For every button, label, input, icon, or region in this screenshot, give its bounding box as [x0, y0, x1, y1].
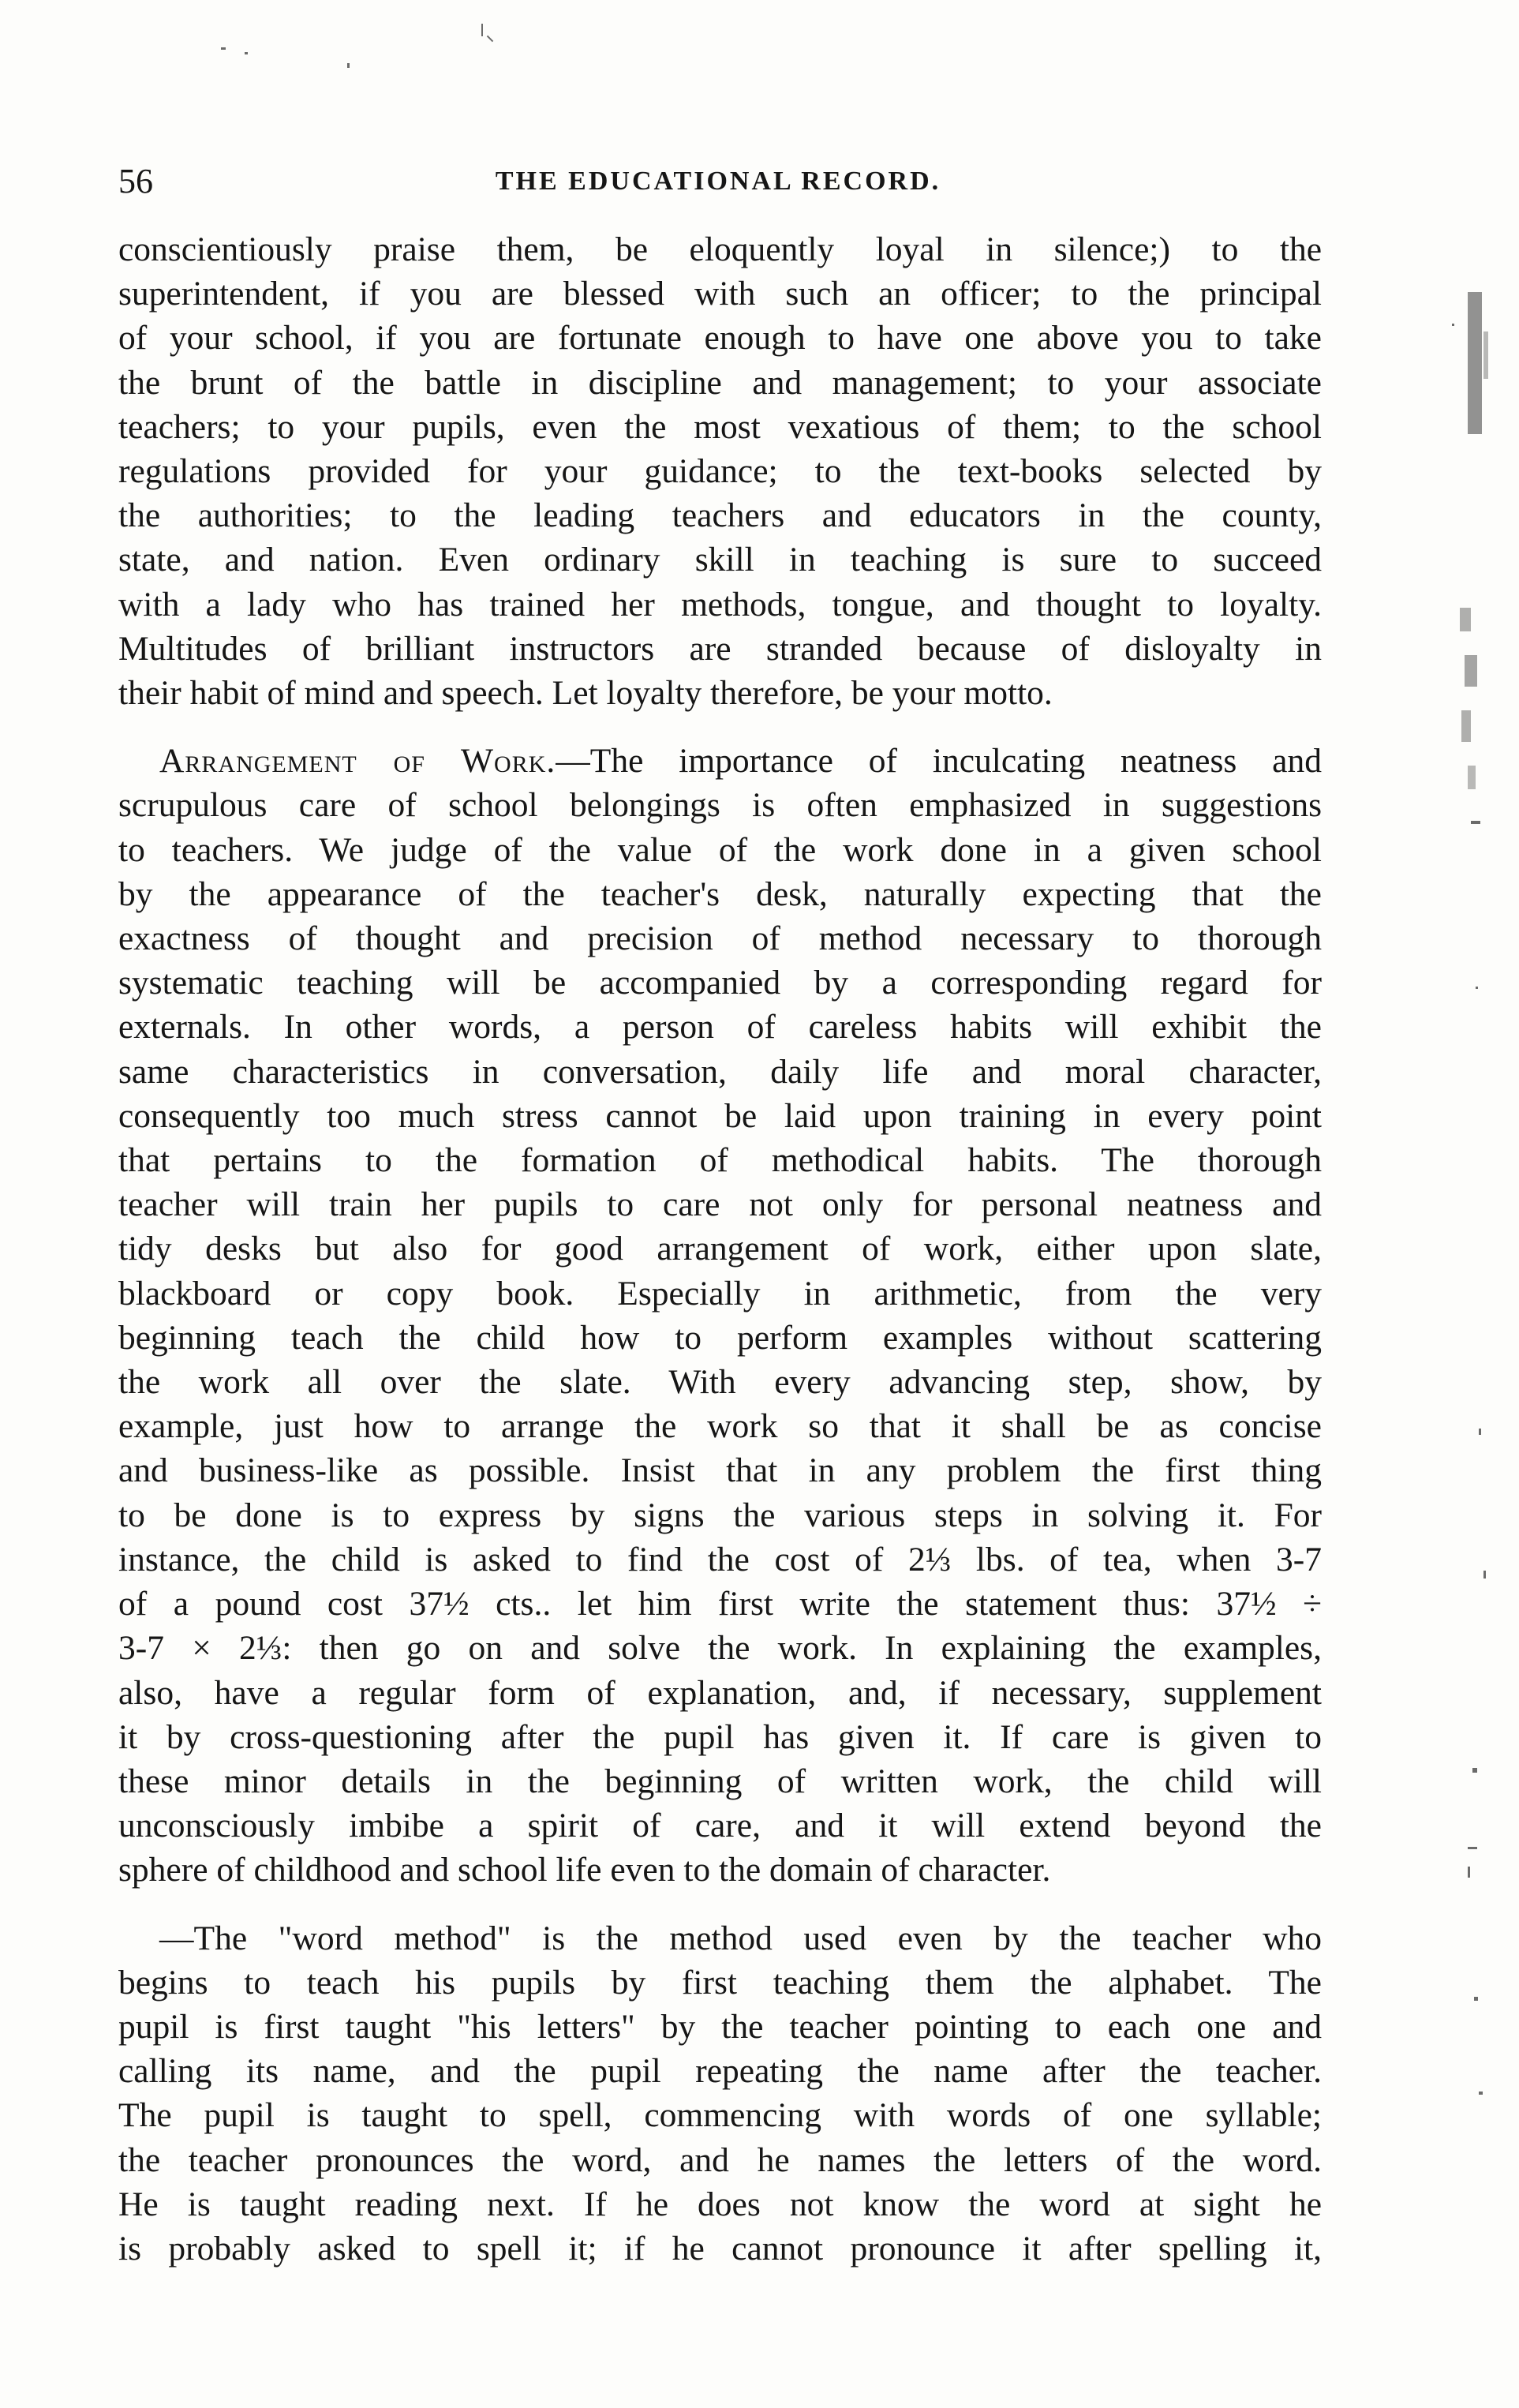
text-line: the teacher pronounces the word, and he names the letters of the word. — [118, 2140, 1322, 2179]
article-body — [118, 227, 1322, 2271]
text-line: pupil is first taught "his letters" by the teacher pointing to each one and — [118, 2007, 1322, 2046]
text-line: sphere of childhood and school life even to the domain of character. — [118, 1851, 1051, 1889]
text-line-with-heading — [118, 739, 1322, 783]
text-line: externals. In other words, a person of careless habits will exhibit the — [118, 1008, 1322, 1047]
paragraph-word-method — [118, 1916, 1322, 2271]
scan-specks-decoration — [221, 16, 537, 79]
text-line: the brunt of the battle in discipline and management; to your associate — [118, 363, 1322, 402]
page-header — [118, 158, 1318, 205]
text-line: by the appearance of the teacher's desk, naturally expecting that the — [118, 874, 1322, 913]
text-line: also, have a regular form of explanation, and, if necessary, supplement — [118, 1673, 1322, 1712]
text-line: it by cross-questioning after the pupil has given it. If care is given to — [118, 1717, 1322, 1756]
text-line: beginning teach the child how to perform examples without scattering — [118, 1318, 1322, 1357]
text-line: teacher will train her pupils to care not only for personal neatness and — [118, 1185, 1322, 1224]
text-line: the authorities; to the leading teachers and educators in the county, — [118, 496, 1322, 535]
paragraph-loyalty — [118, 227, 1322, 715]
text-line: state, and nation. Even ordinary skill in teaching is sure to succeed — [118, 541, 1322, 579]
text-line: to be done is to express by signs the various steps in solving it. For — [118, 1496, 1322, 1534]
text-line: of your school, if you are fortunate enough to have one above you to take — [118, 319, 1322, 358]
text-line: exactness of thought and precision of method necessary to thorough — [118, 919, 1322, 958]
text-line: their habit of mind and speech. Let loyalty therefore, be your motto. — [118, 674, 1053, 713]
text-line: blackboard or copy book. Especially in arithmetic, from the very — [118, 1274, 1322, 1313]
text-line: scrupulous care of school belongings is often emphasized in suggestions — [118, 786, 1322, 825]
text-line: with a lady who has trained her methods, tongue, and thought to loyalty. — [118, 585, 1322, 624]
text-line: of a pound cost 37½ cts.. let him first write the statement thus: 37½ ÷ — [118, 1585, 1322, 1623]
text-line: —The importance of inculcating neatness and — [556, 742, 1322, 781]
text-line: that pertains to the formation of methodical habits. The thorough — [118, 1141, 1322, 1180]
paragraph-arrangement-of-work — [118, 739, 1322, 1892]
running-title: THE EDUCATIONAL RECORD. — [495, 167, 941, 196]
text-line: to teachers. We judge of the value of the work done in a given school — [118, 830, 1322, 869]
text-line: systematic teaching will be accompanied by a corresponding regard for — [118, 964, 1322, 1002]
text-line: example, just how to arrange the work so that it shall be as concise — [118, 1407, 1322, 1446]
text-line: regulations provided for your guidance; to the text-books selected by — [118, 452, 1322, 491]
text-line: consequently too much stress cannot be laid upon training in every point — [118, 1096, 1322, 1135]
text-line: teachers; to your pupils, even the most vexatious of them; to the school — [118, 407, 1322, 446]
text-line: The pupil is taught to spell, commencing with words of one syllable; — [118, 2096, 1322, 2135]
text-line: He is taught reading next. If he does not know the word at sight he — [118, 2185, 1322, 2223]
margin-scan-artifacts — [1436, 197, 1507, 2092]
text-line: same characteristics in conversation, daily life and moral character, — [118, 1052, 1322, 1091]
text-line: unconsciously imbibe a spirit of care, and it will extend beyond the — [118, 1807, 1322, 1845]
text-line: —The "word method" is the method used even by the teacher who — [159, 1919, 1322, 1957]
text-line: these minor details in the beginning of written work, the child will — [118, 1762, 1322, 1800]
text-line: superintendent, if you are blessed with such an officer; to the principal — [118, 275, 1322, 313]
section-heading: Arrangement of Work. — [159, 742, 556, 781]
page-number: 56 — [118, 162, 153, 200]
text-line: the work all over the slate. With every advancing step, show, by — [118, 1363, 1322, 1402]
text-line: calling its name, and the pupil repeating the name after the teacher. — [118, 2052, 1322, 2091]
text-line: tidy desks but also for good arrangement of work, either upon slate, — [118, 1230, 1322, 1268]
text-line: 3-7 × 2⅓: then go on and solve the work. In explaining the examples, — [118, 1629, 1322, 1668]
text-line: begins to teach his pupils by first teaching them the alphabet. The — [118, 1963, 1322, 2002]
text-line: instance, the child is asked to find the cost of 2⅓ lbs. of tea, when 3-7 — [118, 1540, 1322, 1578]
text-line: is probably asked to spell it; if he cannot pronounce it after spelling it, — [118, 2229, 1322, 2268]
text-line: and business-like as possible. Insist that in any problem the first thing — [118, 1451, 1322, 1490]
text-line: Multitudes of brilliant instructors are stranded because of disloyalty in — [118, 629, 1322, 668]
text-line: conscientiously praise them, be eloquently loyal in silence;) to the — [118, 230, 1322, 268]
